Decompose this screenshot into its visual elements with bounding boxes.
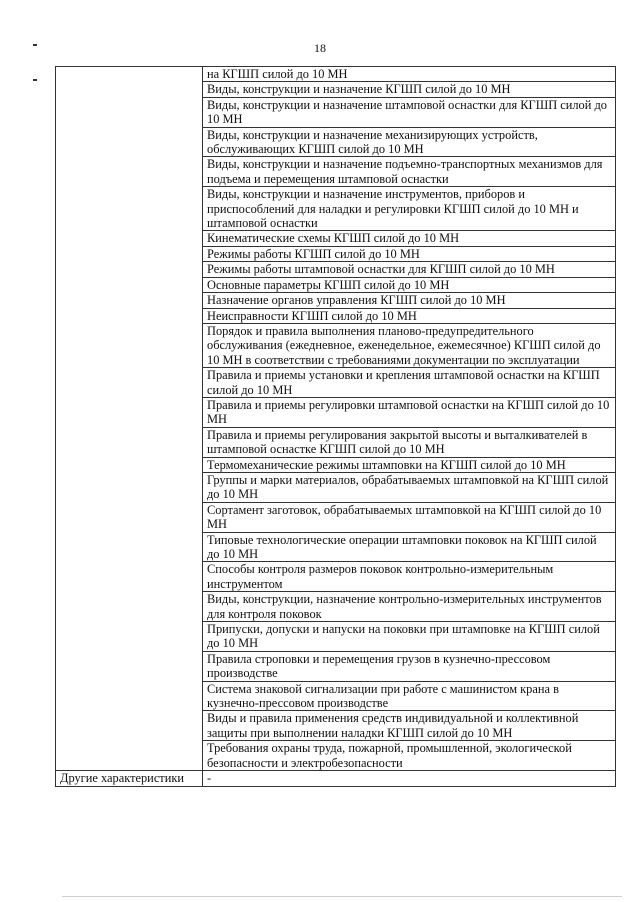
knowledge-item: Основные параметры КГШП силой до 10 МН <box>203 277 616 292</box>
knowledge-item: Виды, конструкции и назначение инструментов, приборов и приспособлений для наладки и регулировки КГШП силой до 10 МН и штамповой оснастки <box>203 187 616 231</box>
page-number: 18 <box>314 41 326 55</box>
knowledge-item: Виды, конструкции, назначение контрольно-измерительных инструментов для контроля поковок <box>203 592 616 622</box>
other-characteristics-value: - <box>203 771 616 786</box>
knowledge-item: Режимы работы штамповой оснастки для КГШП силой до 10 МН <box>203 262 616 277</box>
knowledge-item: на КГШП силой до 10 МН <box>203 67 616 82</box>
empty-label-cell <box>56 67 203 771</box>
requirements-table <box>55 66 616 787</box>
knowledge-item: Система знаковой сигнализации при работе с машинистом крана в кузнечно-прессовом производстве <box>203 681 616 711</box>
knowledge-item: Группы и марки материалов, обрабатываемых штамповкой на КГШП силой до 10 МН <box>203 472 616 502</box>
knowledge-item: Назначение органов управления КГШП силой до 10 МН <box>203 293 616 308</box>
knowledge-item: Виды и правила применения средств индивидуальной и коллективной защиты при выполнении наладки КГШП силой до 10 МН <box>203 711 616 741</box>
knowledge-item: Виды, конструкции и назначение механизирующих устройств, обслуживающих КГШП силой до 10 МН <box>203 127 616 157</box>
knowledge-item: Типовые технологические операции штамповки поковок на КГШП силой до 10 МН <box>203 532 616 562</box>
knowledge-item: Сортамент заготовок, обрабатываемых штамповкой на КГШП силой до 10 МН <box>203 502 616 532</box>
knowledge-item: Термомеханические режимы штамповки на КГШП силой до 10 МН <box>203 457 616 472</box>
knowledge-item: Порядок и правила выполнения планово-предупредительного обслуживания (ежедневное, еженедельное, ежемесячное) КГШП силой до 10 МН в соответствии с требованиями документации по эксплуатации <box>203 323 616 367</box>
knowledge-item: Неисправности КГШП силой до 10 МН <box>203 308 616 323</box>
knowledge-item: Правила и приемы регулирования закрытой высоты и выталкивателей в штамповой оснастке КГШП силой до 10 МН <box>203 427 616 457</box>
knowledge-item: Виды, конструкции и назначение штамповой оснастки для КГШП силой до 10 МН <box>203 97 616 127</box>
knowledge-item: Правила строповки и перемещения грузов в кузнечно-прессовом производстве <box>203 651 616 681</box>
knowledge-item: Требования охраны труда, пожарной, промышленной, экологической безопасности и электробезопасности <box>203 741 616 771</box>
knowledge-item: Режимы работы КГШП силой до 10 МН <box>203 246 616 261</box>
knowledge-item: Правила и приемы регулировки штамповой оснастки на КГШП силой до 10 МН <box>203 397 616 427</box>
knowledge-item: Способы контроля размеров поковок контрольно-измерительным инструментом <box>203 562 616 592</box>
margin-mark <box>33 44 37 46</box>
scan-edge-line <box>62 896 622 897</box>
other-characteristics-label: Другие характеристики <box>56 771 203 786</box>
margin-mark <box>33 79 37 81</box>
knowledge-item: Виды, конструкции и назначение подъемно-транспортных механизмов для подъема и перемещения штамповой оснастки <box>203 157 616 187</box>
knowledge-item: Виды, конструкции и назначение КГШП силой до 10 МН <box>203 82 616 97</box>
knowledge-item: Припуски, допуски и напуски на поковки при штамповке на КГШП силой до 10 МН <box>203 622 616 652</box>
table-row <box>56 67 616 82</box>
knowledge-item: Правила и приемы установки и крепления штамповой оснастки на КГШП силой до 10 МН <box>203 368 616 398</box>
other-characteristics-row <box>56 771 616 786</box>
knowledge-item: Кинематические схемы КГШП силой до 10 МН <box>203 231 616 246</box>
